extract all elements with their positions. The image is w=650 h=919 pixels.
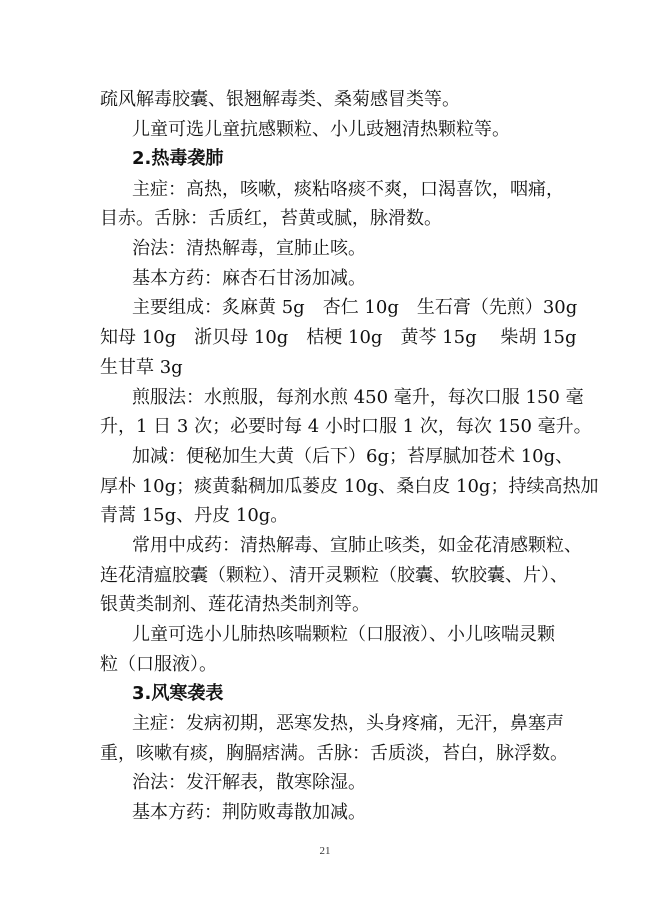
- paragraph-line: 生甘草 3g: [100, 357, 183, 378]
- paragraph-line: 连花清瘟胶囊（颗粒）、清开灵颗粒（胶囊、软胶囊、片）、: [100, 565, 568, 586]
- paragraph-line: 基本方药：麻杏石甘汤加减。: [132, 268, 366, 289]
- paragraph-line: 主症：高热，咳嗽，痰粘咯痰不爽，口渴喜饮，咽痛，: [132, 179, 564, 200]
- paragraph-line: 加减：便秘加生大黄（后下）6g；苔厚腻加苍术 10g、: [132, 446, 574, 467]
- paragraph-line: 升，1 日 3 次；必要时每 4 小时口服 1 次，每次 150 毫升。: [100, 416, 592, 437]
- section-heading: 2.热毒袭肺: [132, 148, 224, 169]
- paragraph-line: 儿童可选儿童抗感颗粒、小儿豉翘清热颗粒等。: [132, 119, 510, 140]
- paragraph-line: 主症：发病初期，恶寒发热，头身疼痛，无汗，鼻塞声: [132, 713, 564, 734]
- paragraph-line: 治法：发汗解表，散寒除湿。: [132, 772, 366, 793]
- paragraph-line: 知母 10g 浙贝母 10g 桔梗 10g 黄芩 15g 柴胡 15g: [100, 327, 577, 348]
- paragraph-line: 厚朴 10g；痰黄黏稠加瓜蒌皮 10g、桑白皮 10g；持续高热加: [100, 476, 599, 497]
- paragraph-line: 疏风解毒胶囊、银翘解毒类、桑菊感冒类等。: [100, 89, 460, 110]
- paragraph-line: 青蒿 15g、丹皮 10g。: [100, 505, 289, 526]
- section-heading: 3.风寒袭表: [132, 683, 224, 704]
- paragraph-line: 煎服法：水煎服，每剂水煎 450 毫升，每次口服 150 毫: [132, 387, 584, 408]
- paragraph-line: 银黄类制剂、莲花清热类制剂等。: [100, 594, 370, 615]
- paragraph-line: 粒（口服液）。: [100, 654, 217, 675]
- paragraph-line: 基本方药：荆防败毒散加减。: [132, 802, 366, 823]
- paragraph-line: 重，咳嗽有痰，胸膈痞满。舌脉：舌质淡，苔白，脉浮数。: [100, 743, 568, 764]
- paragraph-line: 主要组成：炙麻黄 5g 杏仁 10g 生石膏（先煎）30g: [132, 297, 578, 318]
- paragraph-line: 常用中成药：清热解毒、宣肺止咳类，如金花清感颗粒、: [132, 535, 582, 556]
- paragraph-line: 治法：清热解毒，宣肺止咳。: [132, 238, 366, 259]
- paragraph-line: 儿童可选小儿肺热咳喘颗粒（口服液）、小儿咳喘灵颗: [132, 624, 555, 645]
- paragraph-line: 目赤。舌脉：舌质红，苔黄或腻，脉滑数。: [100, 208, 442, 229]
- page-number: 21: [319, 845, 331, 857]
